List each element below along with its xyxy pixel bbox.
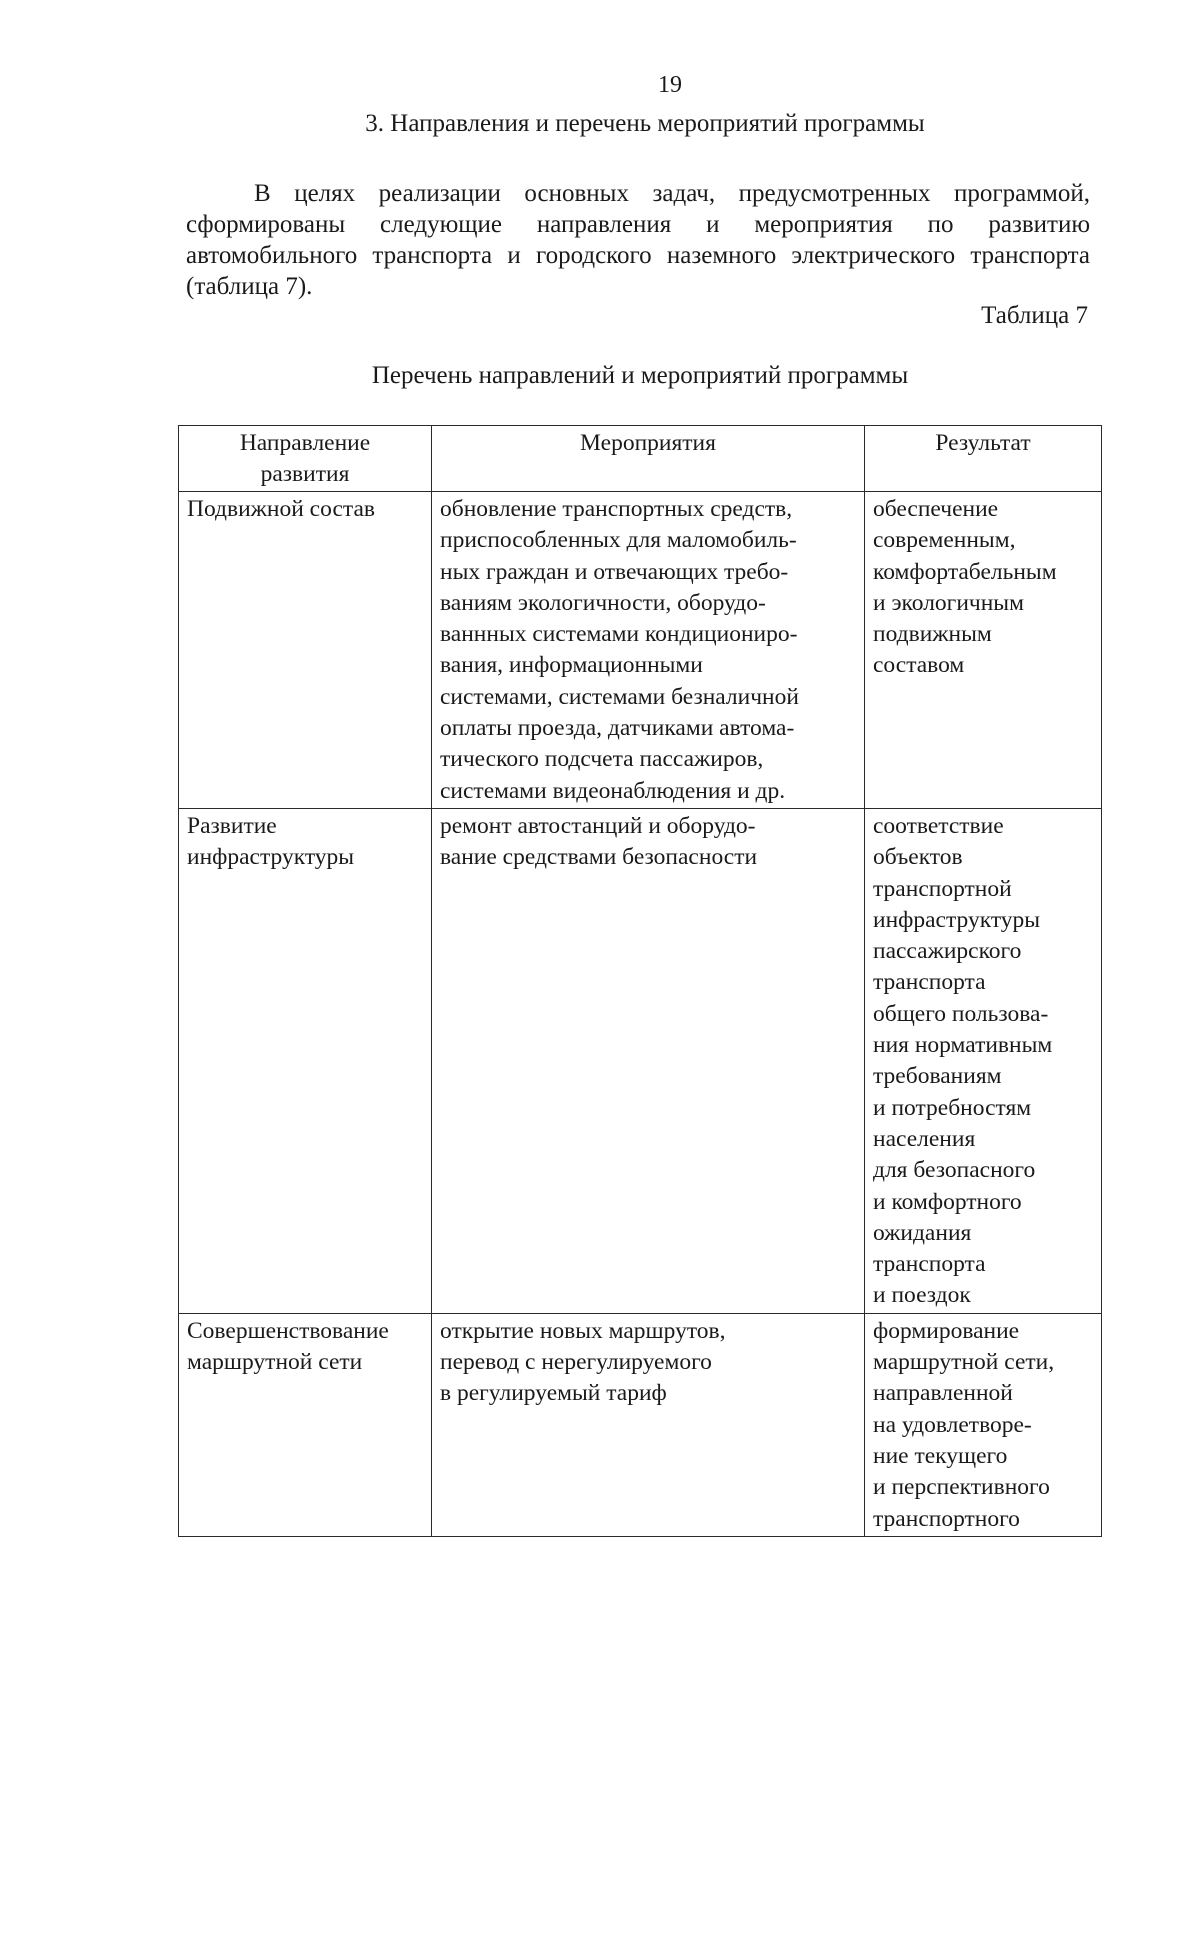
cell-measures: открытие новых маршрутов, перевод с нерегулируемого в регулируемый тариф: [432, 1313, 865, 1536]
table-header-row: [179, 426, 1102, 492]
cell-direction: Подвижной состав: [179, 492, 432, 809]
table-row: [179, 808, 1102, 1313]
table-label: Таблица 7: [981, 302, 1088, 329]
measures-table: [178, 425, 1102, 1537]
cell-direction: Развитие инфраструктуры: [179, 808, 432, 1313]
header-direction: Направление развития: [179, 426, 432, 492]
page-number: 19: [658, 72, 682, 98]
cell-result: формирование маршрутной сети, направленной на удовлетворе- ние текущего и перспективного транспортного: [865, 1313, 1102, 1536]
cell-direction: Совершенствование маршрутной сети: [179, 1313, 432, 1536]
cell-result: соответствие объектов транспортной инфраструктуры пассажирского транспорта общего пользова- ния нормативным требованиям и потребностям населения для безопасного и комфортного ожидания транспорта и поездок: [865, 808, 1102, 1313]
table-row: [179, 1313, 1102, 1536]
table-row: [179, 492, 1102, 809]
table-caption: Перечень направлений и мероприятий программы: [371, 362, 909, 389]
intro-paragraph: В целях реализации основных задач, предусмотренных программой, сформированы следующие направления и мероприятия по развитию автомобильного транспорта и городского наземного электрического транспорта (таблица 7).: [186, 180, 1090, 300]
cell-measures: ремонт автостанций и оборудо- вание средствами безопасности: [432, 808, 865, 1313]
section-title: 3. Направления и перечень мероприятий программы: [365, 110, 925, 137]
cell-measures: обновление транспортных средств, приспособленных для маломобиль- ных граждан и отвечающих требо- ваниям экологичности, оборудо- ваннных системами кондициониро- вания, информационными системами, системами безналичной оплаты проезда, датчиками автома- тического подсчета пассажиров, системами видеонаблюдения и др.: [432, 492, 865, 809]
header-measures: Мероприятия: [432, 426, 865, 492]
cell-result: обеспечение современным, комфортабельным и экологичным подвижным составом: [865, 492, 1102, 809]
header-result: Результат: [865, 426, 1102, 492]
